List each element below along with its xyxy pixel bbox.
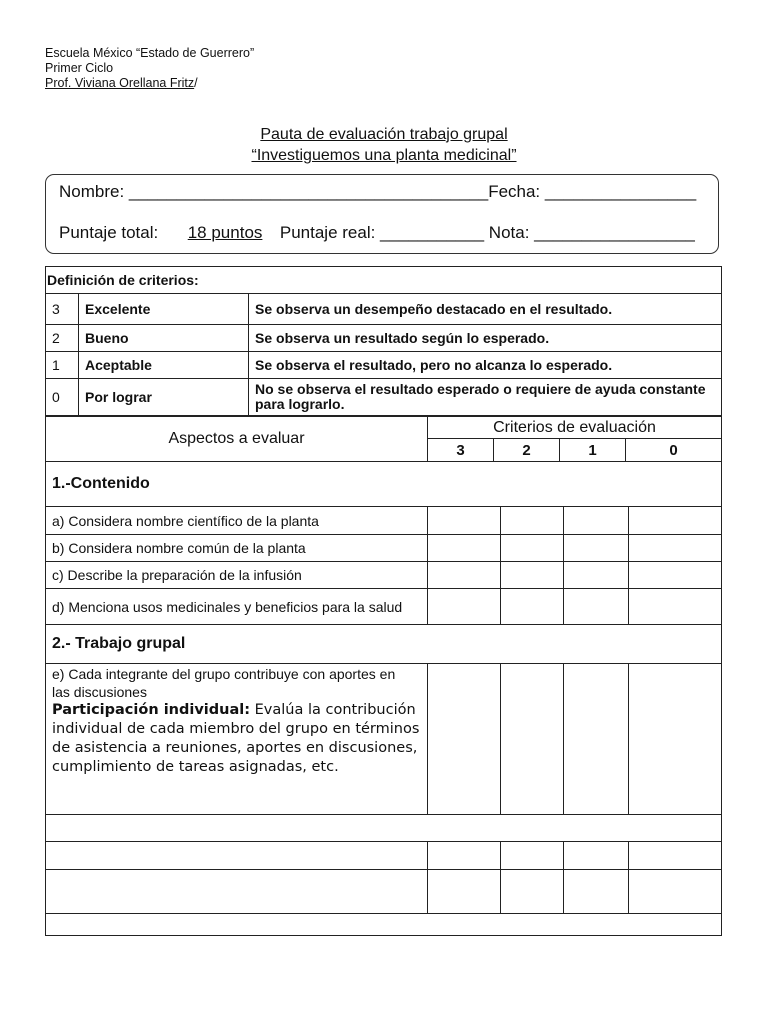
document-header [45,46,254,91]
total-score-value: 18 puntos [187,223,263,242]
score-cell[interactable] [428,535,501,562]
score-cell[interactable] [629,664,722,815]
score-cell[interactable] [501,507,564,535]
score-cell[interactable] [501,842,564,870]
aspect-item [46,870,428,914]
school-name: Escuela México “Estado de Guerrero” [45,46,255,60]
individual-participation-label: Participación individual: [52,702,251,718]
score-cell[interactable] [564,842,629,870]
score-cell[interactable] [501,562,564,589]
score-header: 0 [626,439,722,462]
empty-row [46,815,722,842]
score-cell[interactable] [564,535,629,562]
score-cell[interactable] [428,870,501,914]
title-text-2: “Investiguemos una planta medicinal” [251,147,517,164]
name-date-row [59,182,696,202]
score-header: 2 [494,439,560,462]
table-row [46,589,722,625]
aspects-label: Aspectos a evaluar [46,417,428,462]
name-field[interactable]: Nombre: ______________________________________ [59,182,489,201]
criteria-score: 3 [46,294,79,325]
criteria-desc: Se observa un desempeño destacado en el resultado. [249,294,722,325]
criteria-name: Bueno [79,325,249,352]
cycle-label: Primer Ciclo [45,61,114,75]
individual-participation-text: Evalúa la contribución individual de cada miembro del grupo en términos de asistencia a reuniones, aportes en discusiones, cumplimiento de tareas asignadas, etc. [52,702,420,775]
table-row [46,664,722,815]
score-cell[interactable] [629,870,722,914]
individual-participation [52,701,421,777]
title-line-2 [0,146,768,166]
score-cell[interactable] [428,842,501,870]
score-cell[interactable] [629,842,722,870]
total-score-label: Puntaje total: [59,223,159,242]
table-row [46,914,722,936]
empty-row [46,914,722,936]
criteria-score: 0 [46,379,79,416]
score-cell[interactable] [564,507,629,535]
grade-field[interactable]: Nota: _________________ [488,223,695,242]
aspect-item: b) Considera nombre común de la planta [46,535,428,562]
aspect-item: c) Describe la preparación de la infusión [46,562,428,589]
score-cell[interactable] [428,507,501,535]
score-cell[interactable] [564,562,629,589]
score-cell[interactable] [564,664,629,815]
criteria-score: 2 [46,325,79,352]
aspect-item [46,842,428,870]
score-cell[interactable] [564,589,629,625]
table-row [46,535,722,562]
score-cell[interactable] [564,870,629,914]
score-cell[interactable] [629,589,722,625]
table-row [46,842,722,870]
score-cell[interactable] [629,535,722,562]
section-title-content: 1.-Contenido [46,462,722,507]
criteria-name: Aceptable [79,352,249,379]
title-line-1 [0,125,768,145]
eval-criteria-label: Criterios de evaluación [428,417,722,439]
table-row [46,815,722,842]
score-header: 1 [560,439,626,462]
aspects-header-table [45,416,722,462]
score-cell[interactable] [629,562,722,589]
section-title-group-work: 2.- Trabajo grupal [46,625,722,664]
table-row [46,562,722,589]
aspect-item-group [46,664,428,815]
score-cell[interactable] [501,870,564,914]
score-cell[interactable] [501,664,564,815]
score-cell[interactable] [501,535,564,562]
criteria-desc: Se observa el resultado, pero no alcanza lo esperado. [249,352,722,379]
score-cell[interactable] [629,507,722,535]
teacher-name: Prof. Viviana Orellana Fritz [45,76,195,90]
score-cell[interactable] [428,664,501,815]
criteria-table [45,266,722,416]
table-row [46,870,722,914]
criteria-heading: Definición de criterios: [46,267,722,294]
evaluation-table [45,461,722,936]
title-text-1: Pauta de evaluación trabajo grupal [260,126,508,143]
criteria-name: Por lograr [79,379,249,416]
score-cell[interactable] [428,562,501,589]
teacher-suffix: / [194,76,198,90]
aspect-item: a) Considera nombre científico de la planta [46,507,428,535]
criteria-name: Excelente [79,294,249,325]
date-field[interactable]: Fecha: ________________ [488,182,697,201]
score-cell[interactable] [501,589,564,625]
aspect-item-e: e) Cada integrante del grupo contribuye con aportes en las discusiones [52,666,396,700]
teacher-line [45,76,254,91]
aspect-item: d) Menciona usos medicinales y beneficios para la salud [46,589,428,625]
score-row [59,223,695,243]
score-header: 3 [428,439,494,462]
table-row [46,507,722,535]
criteria-desc: No se observa el resultado esperado o requiere de ayuda constante para lograrlo. [249,379,722,416]
real-score-field[interactable]: Puntaje real: ___________ [279,223,485,242]
student-info-box [45,174,719,254]
criteria-desc: Se observa un resultado según lo esperado. [249,325,722,352]
criteria-score: 1 [46,352,79,379]
score-cell[interactable] [428,589,501,625]
